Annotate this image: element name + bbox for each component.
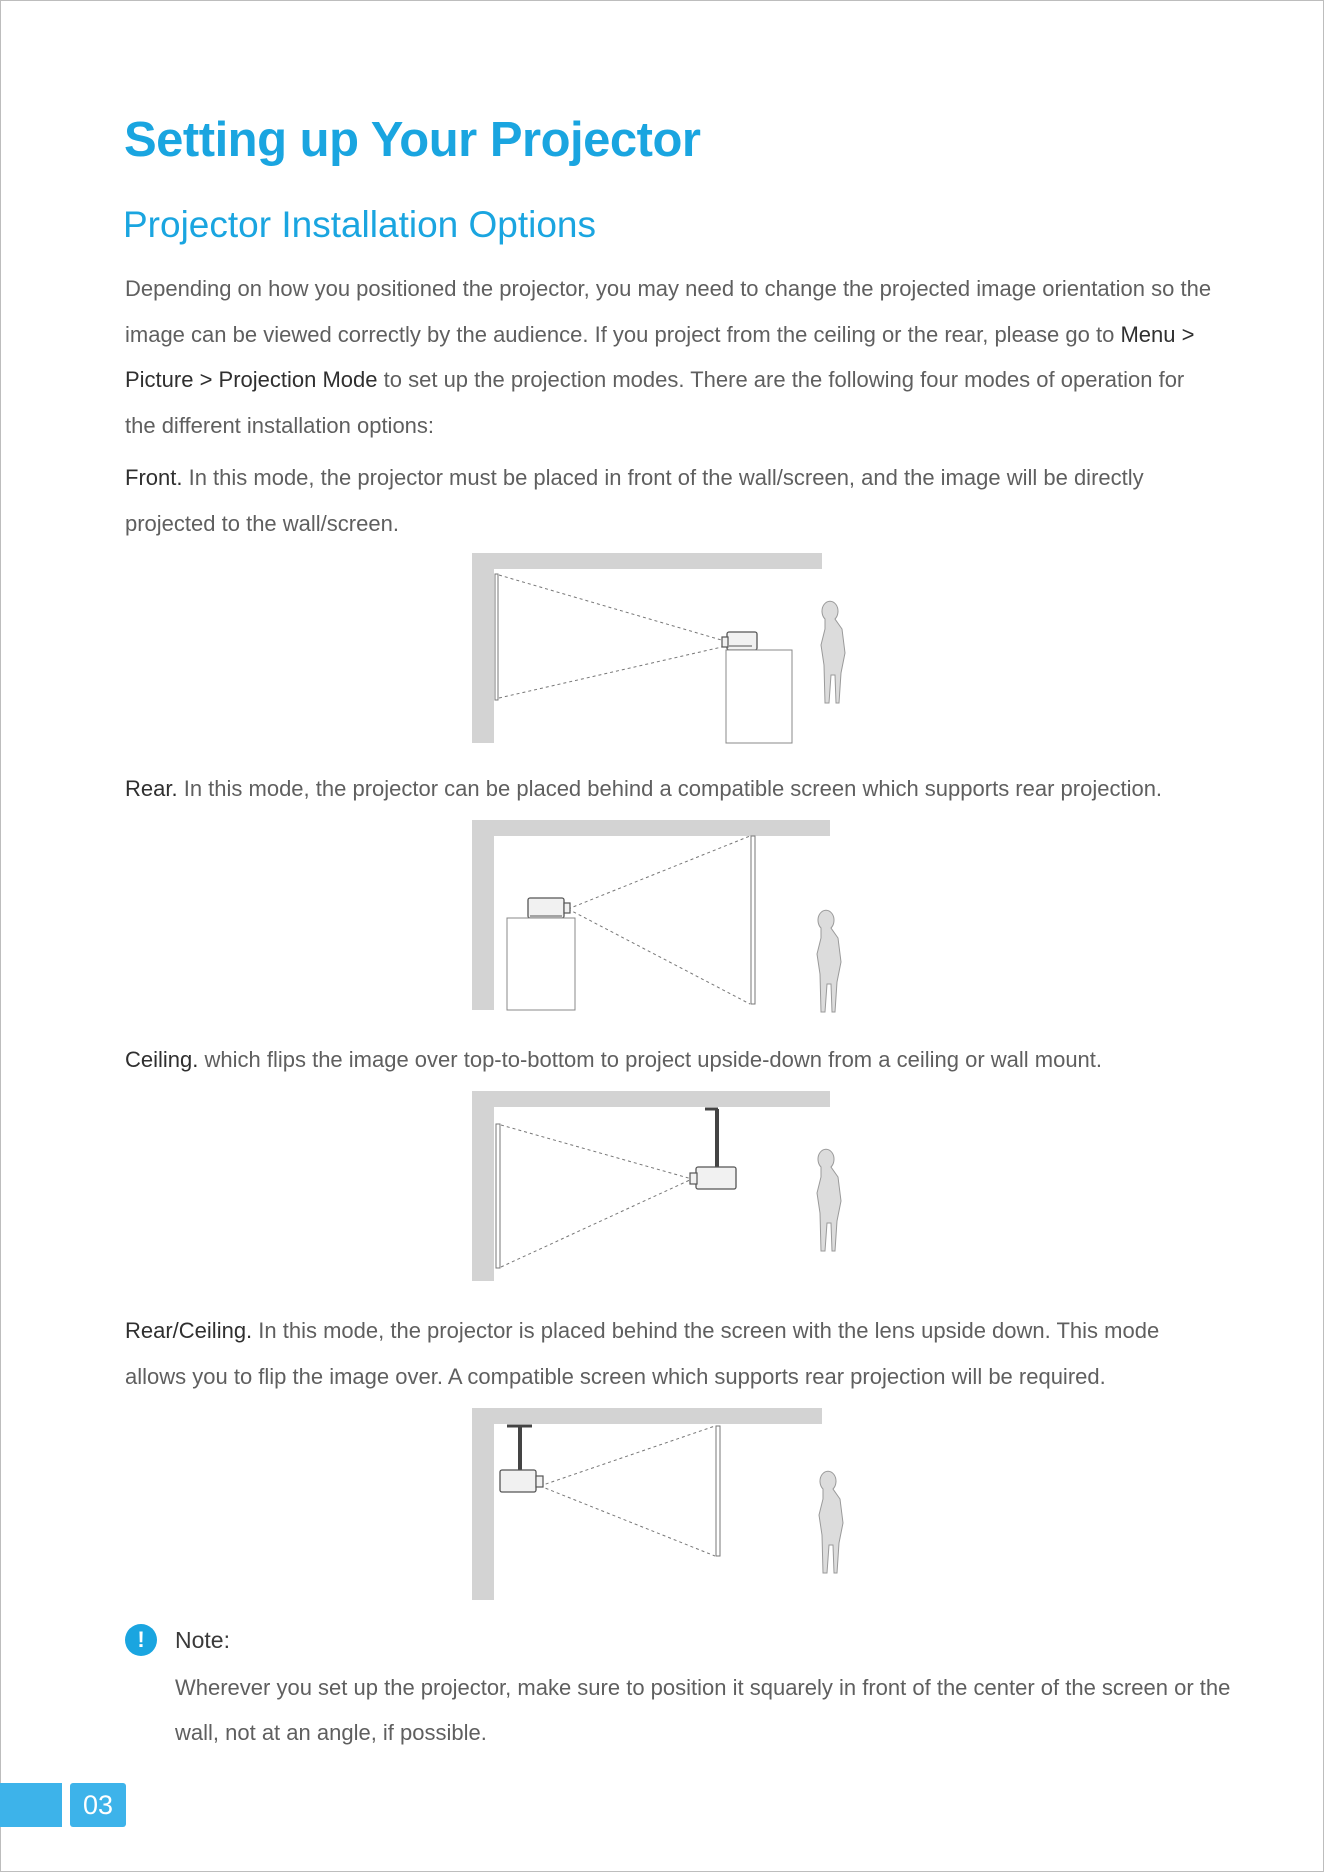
exclamation-icon: !: [125, 1624, 157, 1656]
wall: [472, 1408, 494, 1600]
intro-text-before: Depending on how you positioned the projector, you may need to change the projected image orientation so the image can be viewed correctly by the audience. If you project from the ceiling or the rear, please go to: [125, 276, 1212, 347]
menu-path: Menu > Picture > Projection Mode: [125, 321, 1195, 392]
ceiling-beam: [472, 820, 830, 836]
mode-rear-ceiling-paragraph: [125, 1308, 1215, 1399]
table: [507, 918, 575, 1010]
person-silhouette: [817, 1149, 841, 1251]
mode-front-label: Front.: [125, 465, 183, 490]
projector-icon: [696, 1167, 736, 1189]
person-silhouette: [821, 601, 845, 703]
page-title: Setting up Your Projector: [124, 113, 701, 167]
table: [726, 650, 792, 743]
rear-ceiling-projection-diagram: [470, 1406, 860, 1602]
projector-icon: [528, 898, 564, 918]
mode-front-text: In this mode, the projector must be placed in front of the wall/screen, and the image will be directly projected to the wall/screen.: [125, 465, 1144, 536]
mode-ceiling-label: Ceiling.: [125, 1047, 199, 1072]
ceiling-projection-diagram: [470, 1089, 860, 1285]
page-number: 03: [70, 1783, 126, 1827]
intro-text-after: to set up the projection modes. There are the following four modes of operation for the different installation options:: [125, 367, 1185, 438]
mode-front-paragraph: [125, 455, 1215, 546]
mode-rear-ceiling-text: In this mode, the projector is placed behind the screen with the lens upside down. This mode allows you to flip the image over. A compatible screen which supports rear projection will be required.: [125, 1318, 1160, 1389]
rear-projection-diagram: [470, 818, 860, 1014]
intro-paragraph: [125, 266, 1215, 448]
ceiling-beam: [472, 1091, 830, 1107]
screen: [496, 1124, 500, 1268]
note-text: Wherever you set up the projector, make sure to position it squarely in front of the center of the screen or the wall, not at an angle, if possible.: [175, 1675, 1231, 1745]
screen: [495, 574, 498, 700]
note-label: Note:: [175, 1627, 230, 1653]
mode-rear-text: In this mode, the projector can be placed behind a compatible screen which supports rear projection.: [177, 776, 1163, 801]
front-projection-diagram: [470, 550, 860, 746]
ceiling-beam: [472, 1408, 822, 1424]
person-silhouette: [819, 1471, 843, 1573]
person-silhouette: [817, 910, 841, 1012]
screen: [716, 1426, 720, 1556]
mode-ceiling-text: which flips the image over top-to-bottom to project upside-down from a ceiling or wall mount.: [198, 1047, 1103, 1072]
wall: [472, 1091, 494, 1281]
page-tab-decoration: [0, 1783, 62, 1827]
wall: [472, 820, 494, 1010]
mode-ceiling-paragraph: [125, 1037, 1215, 1083]
ceiling-beam: [472, 553, 822, 569]
mode-rear-ceiling-label: Rear/Ceiling.: [125, 1318, 253, 1343]
mode-rear-paragraph: [125, 766, 1215, 812]
wall: [472, 553, 494, 743]
section-heading: Projector Installation Options: [123, 204, 597, 245]
projector-icon: [500, 1470, 536, 1492]
screen: [751, 836, 755, 1004]
mode-rear-label: Rear.: [125, 776, 178, 801]
projector-icon: [727, 632, 757, 650]
